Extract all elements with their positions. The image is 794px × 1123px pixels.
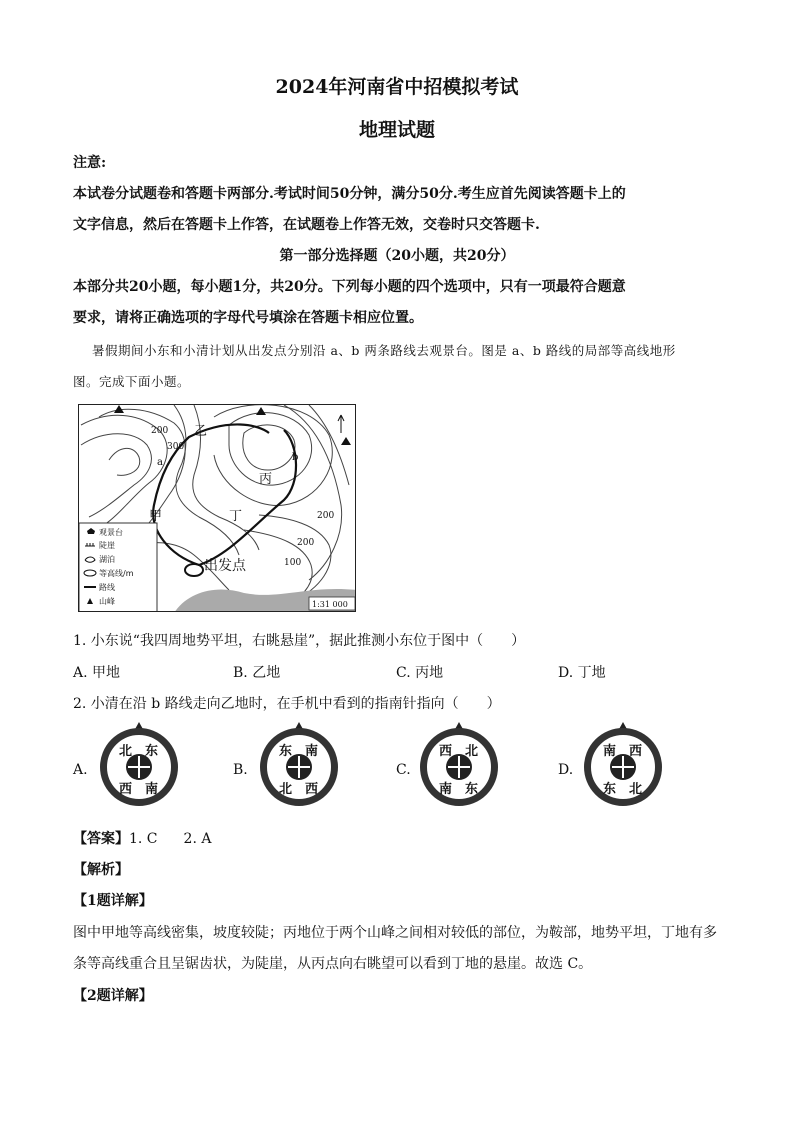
q2-option-c-compass[interactable] — [420, 722, 500, 802]
q1-option-a[interactable]: A. 甲地 — [73, 665, 121, 681]
q2-option-a-letter[interactable]: A. — [73, 762, 88, 778]
compass-label-bl: 西 — [119, 782, 133, 797]
notice-line-1: 本试卷分试题卷和答题卡两部分.考试时间50分钟，满分50分.考生应首先阅读答题卡上的 — [73, 186, 626, 202]
detail-1-line-2: 条等高线重合且呈锯齿状，为陡崖，从丙点向右眺望可以看到丁地的悬崖。故选 C。 — [73, 956, 593, 972]
label-jia: 甲 — [149, 509, 163, 524]
peak-icon — [256, 407, 266, 415]
contour-map — [78, 404, 356, 612]
q2-option-b-compass[interactable] — [260, 722, 340, 802]
contour-map-drawing — [79, 405, 356, 612]
contour-label: 200 — [297, 538, 315, 548]
peak-icon — [114, 405, 124, 413]
compass-label-br: 北 — [629, 782, 643, 797]
section-desc-2: 要求，请将正确选项的字母代号填涂在答题卡相应位置。 — [73, 310, 423, 326]
q1-option-d[interactable]: D. 丁地 — [558, 665, 606, 681]
lake-icon — [185, 564, 203, 576]
contour-line — [99, 409, 185, 533]
contour-line — [109, 448, 140, 475]
answer-2: 2. A — [183, 831, 212, 847]
question-2: 2. 小清在沿 b 路线走向乙地时，在手机中看到的指南针指向（ ） — [73, 696, 501, 712]
q1-option-c[interactable]: C. 丙地 — [396, 665, 444, 681]
section-desc-1: 本部分共20小题，每小题1分，共20分。下列每小题的四个选项中，只有一项最符合题意 — [73, 279, 626, 295]
detail-2-label: 【2题详解】 — [73, 988, 153, 1004]
q2-option-a-compass[interactable] — [100, 722, 180, 802]
compass-label-tl: 北 — [119, 744, 133, 759]
label-bing: 丙 — [259, 472, 273, 487]
contour-label: 300 — [167, 442, 185, 452]
legend-label: 等高线/m — [99, 569, 134, 578]
compass-label-tr: 东 — [145, 744, 159, 759]
legend-label: 观景台 — [99, 528, 123, 537]
compass-icon — [100, 728, 178, 806]
q2-option-b-letter[interactable]: B. — [233, 762, 248, 778]
route-b-label: b — [292, 452, 299, 463]
page-title: 2024年河南省中招模拟考试 — [275, 76, 519, 98]
contour-line — [81, 434, 151, 517]
answer-label: 【答案】 — [73, 831, 129, 847]
compass-label-tl: 南 — [603, 744, 617, 759]
analysis-label: 【解析】 — [73, 862, 129, 878]
compass-label-tl: 东 — [279, 744, 293, 759]
notice-label: 注意: — [73, 155, 107, 171]
section-heading: 第一部分选择题（20小题，共20分） — [279, 248, 515, 264]
label-yi: 乙 — [194, 424, 208, 439]
legend-label: 湖泊 — [99, 555, 115, 564]
compass-icon — [420, 728, 498, 806]
answer-row — [73, 828, 211, 848]
contour-label: 200 — [317, 511, 335, 521]
compass-label-tr: 北 — [465, 744, 479, 759]
north-arrow-icon — [338, 415, 344, 433]
compass-label-br: 南 — [145, 782, 159, 797]
compass-icon — [260, 728, 338, 806]
legend-label: 陡崖 — [99, 541, 115, 550]
q2-option-d-compass[interactable] — [584, 722, 664, 802]
detail-1-line-1: 图中甲地等高线密集，坡度较陡；丙地位于两个山峰之间相对较低的部位，为鞍部，地势平坦，丁地有多 — [73, 925, 717, 941]
question-1: 1. 小东说“我四周地势平坦，右眺悬崖”，据此推测小东位于图中（ ） — [73, 633, 526, 649]
q1-option-b[interactable]: B. 乙地 — [233, 665, 281, 681]
compass-label-br: 西 — [305, 782, 319, 797]
contour-line — [214, 405, 332, 505]
compass-label-bl: 北 — [279, 782, 293, 797]
compass-label-tr: 南 — [305, 744, 319, 759]
compass-icon — [584, 728, 662, 806]
contour-label: 200 — [151, 426, 169, 436]
compass-label-bl: 东 — [603, 782, 617, 797]
label-ding: 丁 — [229, 509, 243, 524]
compass-label-br: 东 — [465, 782, 479, 797]
question-stem-line-2: 图。完成下面小题。 — [73, 374, 191, 389]
label-start: 出发点 — [204, 558, 246, 574]
page-subtitle: 地理试题 — [358, 119, 435, 141]
cliff-icon — [85, 543, 95, 546]
contour-label: 100 — [284, 558, 302, 568]
route-a-label: a — [157, 457, 163, 468]
detail-1-label: 【1题详解】 — [73, 893, 153, 909]
legend-label: 路线 — [99, 583, 115, 592]
q2-option-d-letter[interactable]: D. — [558, 762, 574, 778]
compass-label-bl: 南 — [439, 782, 453, 797]
answer-1: 1. C — [129, 831, 158, 847]
compass-label-tl: 西 — [439, 744, 453, 759]
legend-label: 山峰 — [99, 597, 115, 606]
peak-icon — [341, 437, 351, 445]
question-stem-line-1: 暑假期间小东和小清计划从出发点分别沿 a、b 两条路线去观景台。图是 a、b 路线的局部等高线地形 — [92, 343, 676, 358]
compass-label-tr: 西 — [629, 744, 643, 759]
notice-line-2: 文字信息，然后在答题卡上作答，在试题卷上作答无效，交卷时只交答题卡. — [73, 217, 540, 233]
q2-option-c-letter[interactable]: C. — [396, 762, 411, 778]
scale-label: 1:31 000 — [312, 600, 348, 609]
